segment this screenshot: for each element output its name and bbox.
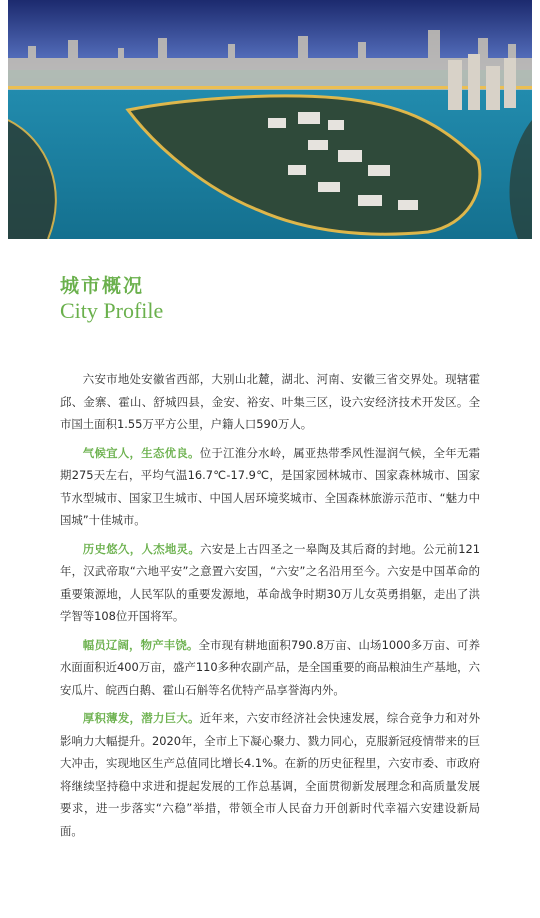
section-heading [60, 274, 163, 324]
hero-city-photo [8, 0, 532, 239]
paragraph-climate [60, 442, 480, 532]
city-night-aerial-image [8, 0, 532, 239]
section-title-cn: 城市概况 [60, 275, 145, 297]
paragraph-lead: 历史悠久，人杰地灵。 [82, 541, 201, 556]
paragraph-history [60, 538, 480, 628]
paragraph-intro [60, 368, 480, 436]
section-title-en: City Profile [60, 298, 164, 323]
profile-text [60, 368, 480, 848]
paragraph-body: 六安是上古四圣之一皋陶及其后裔的封地。公元前121年，汉武帝取“六地平安”之意置六安国，“六安”之名沿用至今。六安是中国革命的重要策源地，人民军队的重要发源地，革命战争时期30万儿女英勇捐躯，走出了洪学智等108位开国将军。 [60, 541, 480, 623]
paragraph-lead: 气候宜人，生态优良。 [82, 445, 200, 460]
paragraph-lead: 厚积薄发，潜力巨大。 [82, 711, 200, 725]
paragraph-body: 全市现有耕地面积790.8万亩、山场1000多万亩、可养水面面积近400万亩，盛产110多种农副产品，是全国重要的商品粮油生产基地，六安瓜片、皖西白鹅、霍山石斛等名优特产品享誉海内外。 [60, 637, 480, 697]
paragraph-resources [60, 634, 480, 702]
paragraph-body: 六安市地处安徽省西部，大别山北麓，湖北、河南、安徽三省交界处。现辖霍邱、金寨、霍山、舒城四县，金安、裕安、叶集三区，设六安经济技术开发区。全市国土面积1.55万平方公里，户籍人口590万人。 [60, 372, 480, 431]
paragraph-body: 位于江淮分水岭，属亚热带季风性湿润气候，全年无霜期275天左右，平均气温16.7℃-17.9℃，是国家园林城市、国家森林城市、国家节水型城市、国家卫生城市、中国人居环境奖城市、全国森林旅游示范市、“魅力中国城”十佳城市。 [60, 445, 480, 527]
paragraph-lead: 幅员辽阔，物产丰饶。 [82, 637, 199, 652]
paragraph-body: 近年来，六安市经济社会快速发展，综合竞争力和对外影响力大幅提升。2020年，全市上下凝心聚力、戮力同心，克服新冠疫情带来的巨大冲击，实现地区生产总值同比增长4.1%。在新的历史征程里，六安市委、市政府将继续坚持稳中求进和提起发展的工作总基调，全面贯彻新发展理念和高质量发展要求，进一步落实“六稳”举措，带领全市人民奋力开创新时代幸福六安建设新局面。 [60, 711, 480, 838]
paragraph-development [60, 707, 480, 842]
